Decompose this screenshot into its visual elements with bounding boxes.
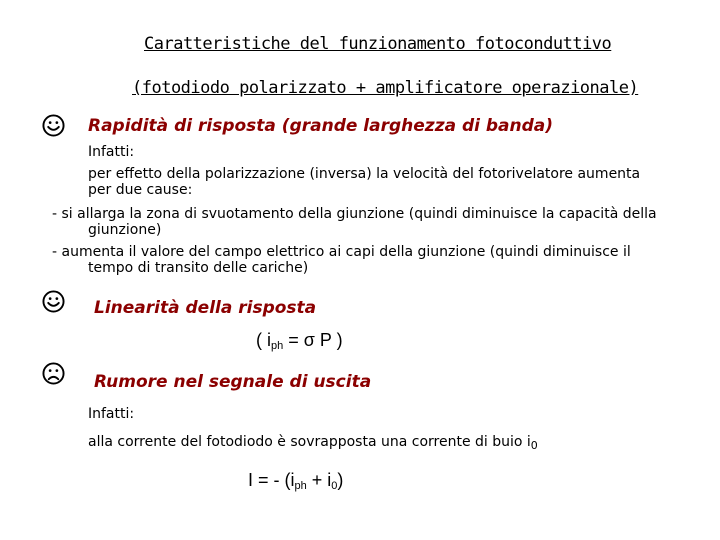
noise-formula	[248, 470, 343, 492]
text-line: per effetto della polarizzazione (inversa) la velocità del fotorivelatore aumenta	[88, 166, 641, 182]
text-line: - si allarga la zona di svuotamento della giunzione (quindi diminuisce la capacità della	[52, 206, 657, 222]
heading-linearita: Linearità della risposta	[94, 298, 317, 318]
happy-smiley-icon	[42, 290, 65, 313]
formula-sub1: ph	[294, 480, 307, 492]
formula-rest: = σ P	[283, 330, 337, 350]
formula-sub2: 0	[331, 480, 338, 492]
dark-current-sub: 0	[530, 439, 538, 452]
text-line: Infatti:	[88, 406, 135, 422]
title-line-2: (fotodiodo polarizzato + amplificatore operazionale)	[132, 78, 639, 98]
formula-mid: + i	[306, 470, 332, 490]
text-line: giunzione)	[88, 222, 162, 238]
formula-close: )	[336, 330, 343, 350]
text-line: alla corrente del fotodiodo è sovrapposta una corrente di buio i	[88, 434, 531, 450]
happy-smiley-icon	[42, 114, 65, 137]
text-line: - aumenta il valore del campo elettrico ai capi della giunzione (quindi diminuisce il	[52, 244, 631, 260]
text-line: Infatti:	[88, 144, 135, 160]
title-line-1: Caratteristiche del funzionamento fotoconduttivo	[144, 34, 612, 54]
formula-symbol: i	[267, 330, 271, 350]
formula-open: (	[256, 330, 267, 350]
linearity-formula	[256, 330, 343, 352]
heading-rumore: Rumore nel segnale di uscita	[94, 372, 372, 392]
formula-sub: ph	[271, 340, 284, 352]
dark-current-line	[88, 434, 538, 454]
formula-lhs: I = - (i	[248, 470, 295, 490]
heading-rapidita: Rapidità di risposta (grande larghezza di banda)	[88, 116, 554, 136]
text-line: per due cause:	[88, 182, 193, 198]
sad-smiley-icon	[42, 362, 65, 385]
formula-end: )	[337, 470, 344, 490]
text-line: tempo di transito delle cariche)	[88, 260, 309, 276]
